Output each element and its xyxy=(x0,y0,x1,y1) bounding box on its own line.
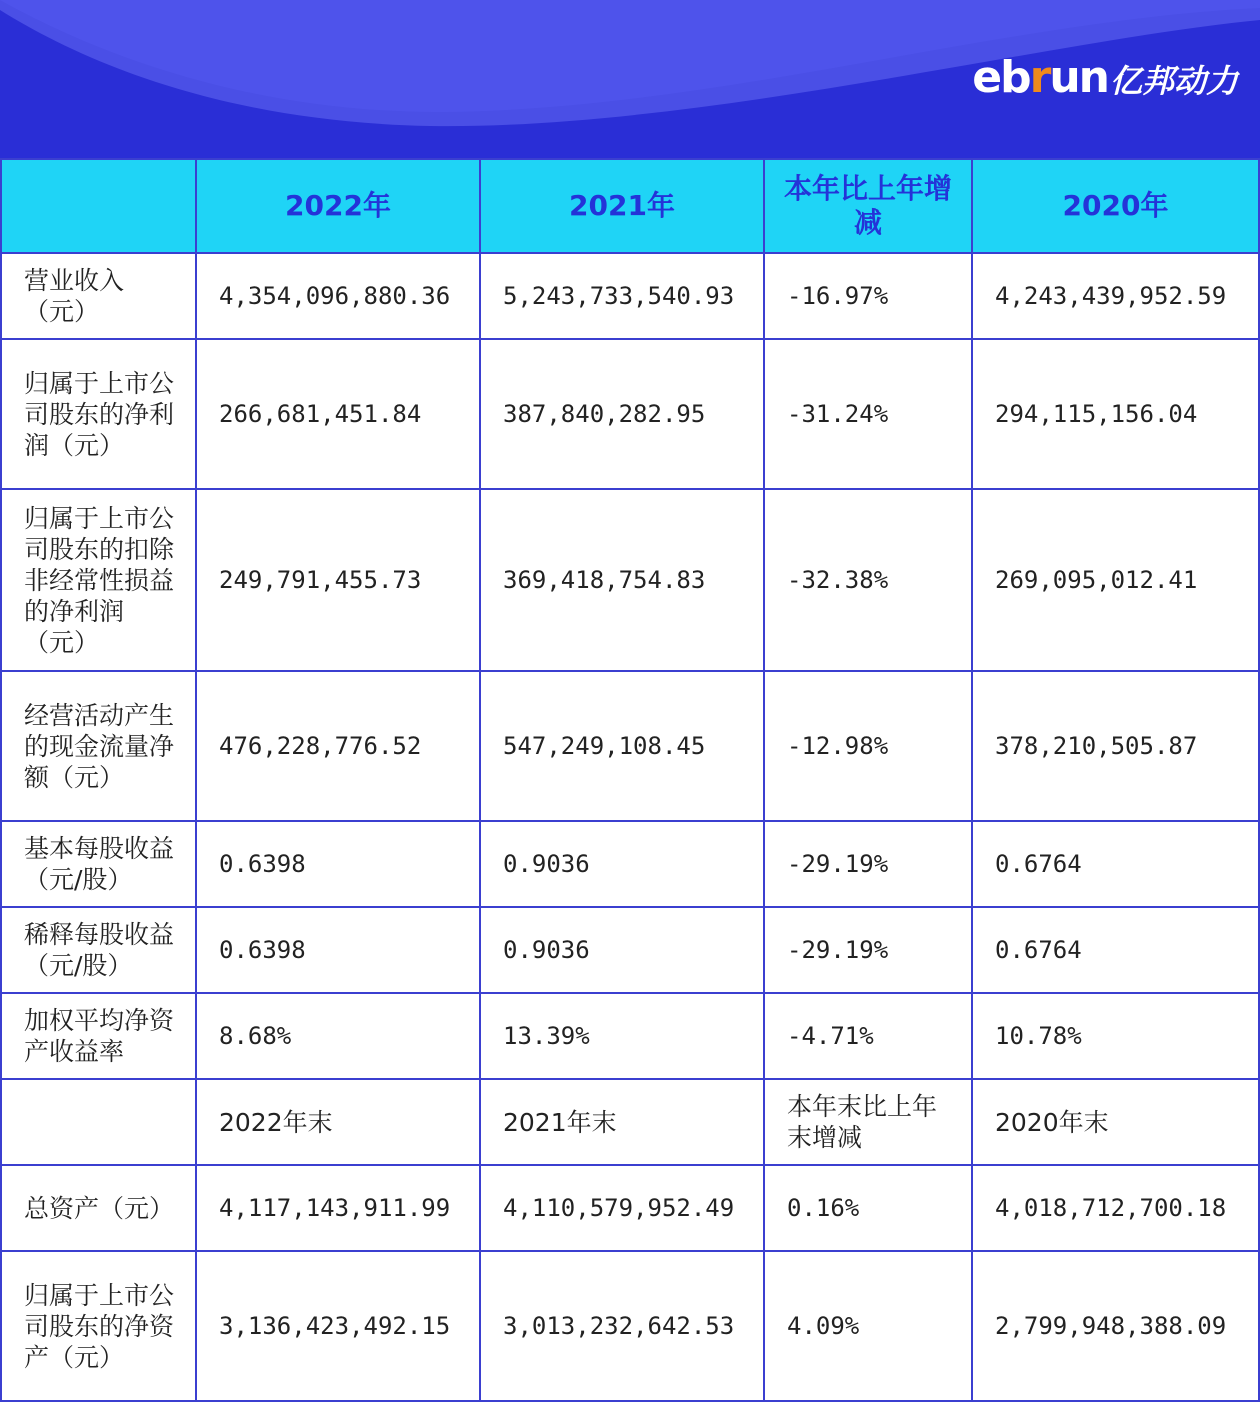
cell-value: 0.6764 xyxy=(972,907,1259,993)
subheader-cell-2020-end: 2020年末 xyxy=(972,1079,1259,1165)
cell-value: 4,243,439,952.59 xyxy=(972,253,1259,339)
table-row xyxy=(1,489,1259,671)
table-row xyxy=(1,1165,1259,1251)
table-header-row xyxy=(1,159,1259,253)
cell-change: -4.71% xyxy=(764,993,972,1079)
cell-value: 3,013,232,642.53 xyxy=(480,1251,764,1401)
cell-change: 0.16% xyxy=(764,1165,972,1251)
cell-value: 0.6398 xyxy=(196,907,480,993)
subheader-cell-2022-end: 2022年末 xyxy=(196,1079,480,1165)
row-label: 归属于上市公司股东的净利润（元） xyxy=(1,339,196,489)
cell-value: 387,840,282.95 xyxy=(480,339,764,489)
header-cell-change: 本年比上年增减 xyxy=(764,159,972,253)
cell-change: -29.19% xyxy=(764,907,972,993)
table-row xyxy=(1,1251,1259,1401)
cell-value: 0.9036 xyxy=(480,821,764,907)
row-label: 营业收入（元） xyxy=(1,253,196,339)
cell-value: 266,681,451.84 xyxy=(196,339,480,489)
cell-value: 294,115,156.04 xyxy=(972,339,1259,489)
cell-value: 3,136,423,492.15 xyxy=(196,1251,480,1401)
cell-value: 10.78% xyxy=(972,993,1259,1079)
financial-table xyxy=(0,158,1260,1402)
cell-value: 5,243,733,540.93 xyxy=(480,253,764,339)
subheader-cell-empty xyxy=(1,1079,196,1165)
cell-change: -29.19% xyxy=(764,821,972,907)
table-row xyxy=(1,821,1259,907)
row-label: 稀释每股收益（元/股） xyxy=(1,907,196,993)
row-label: 归属于上市公司股东的净资产（元） xyxy=(1,1251,196,1401)
subheader-cell-2021-end: 2021年末 xyxy=(480,1079,764,1165)
cell-change: 4.09% xyxy=(764,1251,972,1401)
cell-value: 378,210,505.87 xyxy=(972,671,1259,821)
cell-value: 369,418,754.83 xyxy=(480,489,764,671)
logo-latin: ebrun xyxy=(972,52,1108,103)
cell-value: 0.6398 xyxy=(196,821,480,907)
cell-value: 8.68% xyxy=(196,993,480,1079)
table-subheader-row xyxy=(1,1079,1259,1165)
cell-value: 0.6764 xyxy=(972,821,1259,907)
logo-chinese: 亿邦动力 xyxy=(1109,62,1238,100)
cell-value: 4,110,579,952.49 xyxy=(480,1165,764,1251)
row-label: 归属于上市公司股东的扣除非经常性损益的净利润（元） xyxy=(1,489,196,671)
row-label: 基本每股收益（元/股） xyxy=(1,821,196,907)
cell-change: -31.24% xyxy=(764,339,972,489)
header-cell-2021: 2021年 xyxy=(480,159,764,253)
cell-value: 547,249,108.45 xyxy=(480,671,764,821)
cell-change: -16.97% xyxy=(764,253,972,339)
table-row xyxy=(1,671,1259,821)
cell-value: 269,095,012.41 xyxy=(972,489,1259,671)
row-label: 总资产（元） xyxy=(1,1165,196,1251)
cell-value: 4,354,096,880.36 xyxy=(196,253,480,339)
row-label: 经营活动产生的现金流量净额（元） xyxy=(1,671,196,821)
cell-value: 4,117,143,911.99 xyxy=(196,1165,480,1251)
header-cell-empty xyxy=(1,159,196,253)
cell-change: -32.38% xyxy=(764,489,972,671)
cell-value: 13.39% xyxy=(480,993,764,1079)
cell-value: 249,791,455.73 xyxy=(196,489,480,671)
header-cell-2022: 2022年 xyxy=(196,159,480,253)
table-row xyxy=(1,993,1259,1079)
cell-change: -12.98% xyxy=(764,671,972,821)
header-banner xyxy=(0,0,1260,158)
row-label: 加权平均净资产收益率 xyxy=(1,993,196,1079)
ebrun-logo xyxy=(972,52,1238,103)
cell-value: 4,018,712,700.18 xyxy=(972,1165,1259,1251)
cell-value: 0.9036 xyxy=(480,907,764,993)
cell-value: 476,228,776.52 xyxy=(196,671,480,821)
header-cell-2020: 2020年 xyxy=(972,159,1259,253)
subheader-cell-change: 本年末比上年末增减 xyxy=(764,1079,972,1165)
table-row xyxy=(1,339,1259,489)
table-row xyxy=(1,907,1259,993)
table-row xyxy=(1,253,1259,339)
cell-value: 2,799,948,388.09 xyxy=(972,1251,1259,1401)
